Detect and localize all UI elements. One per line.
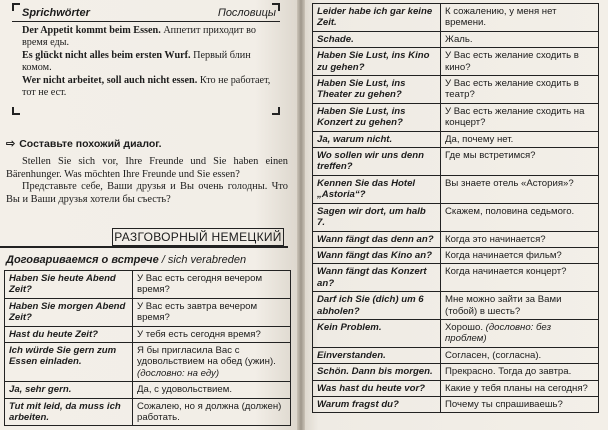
german-phrase: Darf ich Sie (dich) um 6 abholen?: [313, 292, 441, 320]
german-phrase: Hast du heute Zeit?: [5, 326, 133, 342]
german-phrase: Tut mit leid, da muss ich arbeiten.: [5, 398, 133, 426]
russian-translation: Согласен, (согласна).: [441, 347, 599, 363]
table-row: [313, 131, 599, 147]
russian-translation: Почему ты спрашиваешь?: [441, 396, 599, 412]
banner-rule: [0, 246, 288, 248]
table-row: [313, 347, 599, 363]
proverb-item: Es glückt nicht alles beim ersten Wurf. Первый блин комом.: [22, 49, 251, 74]
table-row: [313, 4, 599, 32]
table-row: [313, 76, 599, 104]
table-row: [313, 292, 599, 320]
russian-translation: У тебя есть сегодня время?: [133, 326, 291, 342]
proverbs-box: [12, 3, 280, 115]
table-row: [313, 48, 599, 76]
russian-translation: Да, почему нет.: [441, 131, 599, 147]
table-row: [313, 364, 599, 380]
german-phrase: Ja, warum nicht.: [313, 131, 441, 147]
german-phrase: Was hast du heute vor?: [313, 380, 441, 396]
task-paragraph-ru: Представьте себе, Ваши друзья и Вы очень голодны. Что Вы и Ваши друзья хотели бы съесть?: [6, 181, 288, 205]
german-phrase: Ich würde Sie gern zum Essen einladen.: [5, 343, 133, 382]
russian-translation: Когда начинается фильм?: [441, 247, 599, 263]
table-row: [5, 298, 291, 326]
russian-translation: К сожалению, у меня нет времени.: [441, 4, 599, 32]
russian-translation: Мне можно зайти за Вами (тобой) в шесть?: [441, 292, 599, 320]
german-phrase: Wann fängt das Konzert an?: [313, 264, 441, 292]
german-phrase: Wo sollen wir uns denn treffen?: [313, 148, 441, 176]
proverbs-list: [12, 22, 280, 99]
german-phrase: Haben Sie morgen Abend Zeit?: [5, 298, 133, 326]
left-page: [0, 0, 300, 430]
russian-translation: Я бы пригласила Вас с удовольствием на обед (ужин). (дословно: на еду): [133, 343, 291, 382]
table-row: [313, 231, 599, 247]
literal-note: (дословно: на еду): [137, 367, 220, 379]
german-phrase: Ja, sehr gern.: [5, 382, 133, 398]
german-phrase: Haben Sie Lust, ins Kino zu gehen?: [313, 48, 441, 76]
proverb-item: Wer nicht arbeitet, soll auch nicht essen. Кто не работает, тот не ест.: [22, 74, 271, 99]
table-row: [5, 343, 291, 382]
task-title: ⇨ Составьте похожий диалог.: [6, 137, 162, 150]
table-row: [313, 175, 599, 203]
german-phrase: Haben Sie heute Abend Zeit?: [5, 271, 133, 299]
dialogue-table-left: [4, 270, 291, 426]
russian-translation: Вы знаете отель «Астория»?: [441, 175, 599, 203]
book-gutter: [297, 0, 305, 430]
table-row: [313, 247, 599, 263]
proverbs-title-de: Sprichwörter: [22, 7, 90, 19]
german-phrase: Haben Sie Lust, ins Konzert zu gehen?: [313, 103, 441, 131]
german-phrase: Schön. Dann bis morgen.: [313, 364, 441, 380]
russian-translation: Когда это начинается?: [441, 231, 599, 247]
russian-translation: У Вас есть сегодня вечером время?: [133, 271, 291, 299]
right-page: [300, 0, 608, 430]
german-phrase: Wann fängt das Kino an?: [313, 247, 441, 263]
german-phrase: Kein Problem.: [313, 319, 441, 347]
section-title: Договариваемся о встрече / sich verabreden: [6, 254, 247, 266]
german-phrase: Einverstanden.: [313, 347, 441, 363]
table-row: [5, 398, 291, 426]
german-phrase: Kennen Sie das Hotel „Astoria“?: [313, 175, 441, 203]
pencil-arrow-icon: ⇨: [6, 138, 16, 150]
table-row: [313, 264, 599, 292]
german-phrase: Haben Sie Lust, ins Theater zu gehen?: [313, 76, 441, 104]
table-row: [5, 382, 291, 398]
table-row: [313, 31, 599, 47]
russian-translation: Жаль.: [441, 31, 599, 47]
russian-translation: У Вас есть желание сходить на концерт?: [441, 103, 599, 131]
proverbs-header: [12, 3, 280, 22]
german-phrase: Wann fängt das denn an?: [313, 231, 441, 247]
table-row: [313, 148, 599, 176]
russian-translation: Где мы встретимся?: [441, 148, 599, 176]
task-text: [6, 156, 288, 206]
table-row: [313, 380, 599, 396]
russian-translation: У Вас есть желание сходить в театр?: [441, 76, 599, 104]
russian-translation: Да, с удовольствием.: [133, 382, 291, 398]
russian-translation: У Вас есть желание сходить в кино?: [441, 48, 599, 76]
literal-note: (дословно: без проблем): [445, 321, 552, 345]
section-banner: РАЗГОВОРНЫЙ НЕМЕЦКИЙ: [112, 228, 284, 246]
german-phrase: Leider habe ich gar keine Zeit.: [313, 4, 441, 32]
russian-translation: Прекрасно. Тогда до завтра.: [441, 364, 599, 380]
russian-translation: Сожалею, но я должна (должен) работать.: [133, 398, 291, 426]
german-phrase: Schade.: [313, 31, 441, 47]
dialogue-table-right: [312, 3, 599, 413]
russian-translation: Какие у тебя планы на сегодня?: [441, 380, 599, 396]
table-row: [5, 271, 291, 299]
table-row: [313, 319, 599, 347]
russian-translation: У Вас есть завтра вечером время?: [133, 298, 291, 326]
russian-translation: Когда начинается концерт?: [441, 264, 599, 292]
german-phrase: Sagen wir dort, um halb 7.: [313, 203, 441, 231]
task-paragraph-de: Stellen Sie sich vor, Ihre Freunde und Sie haben einen Bärenhunger. Was möchten Ihre Freunde und Sie essen?: [6, 156, 288, 180]
german-phrase: Warum fragst du?: [313, 396, 441, 412]
proverbs-title-ru: Пословицы: [217, 7, 276, 19]
russian-translation: Хорошо. (дословно: без проблем): [441, 319, 599, 347]
russian-translation: Скажем, половина седьмого.: [441, 203, 599, 231]
task-block: [6, 137, 288, 206]
table-row: [313, 396, 599, 412]
table-row: [5, 326, 291, 342]
proverb-item: Der Appetit kommt beim Essen. Аппетит приходит во время еды.: [22, 25, 256, 49]
table-row: [313, 203, 599, 231]
table-row: [313, 103, 599, 131]
